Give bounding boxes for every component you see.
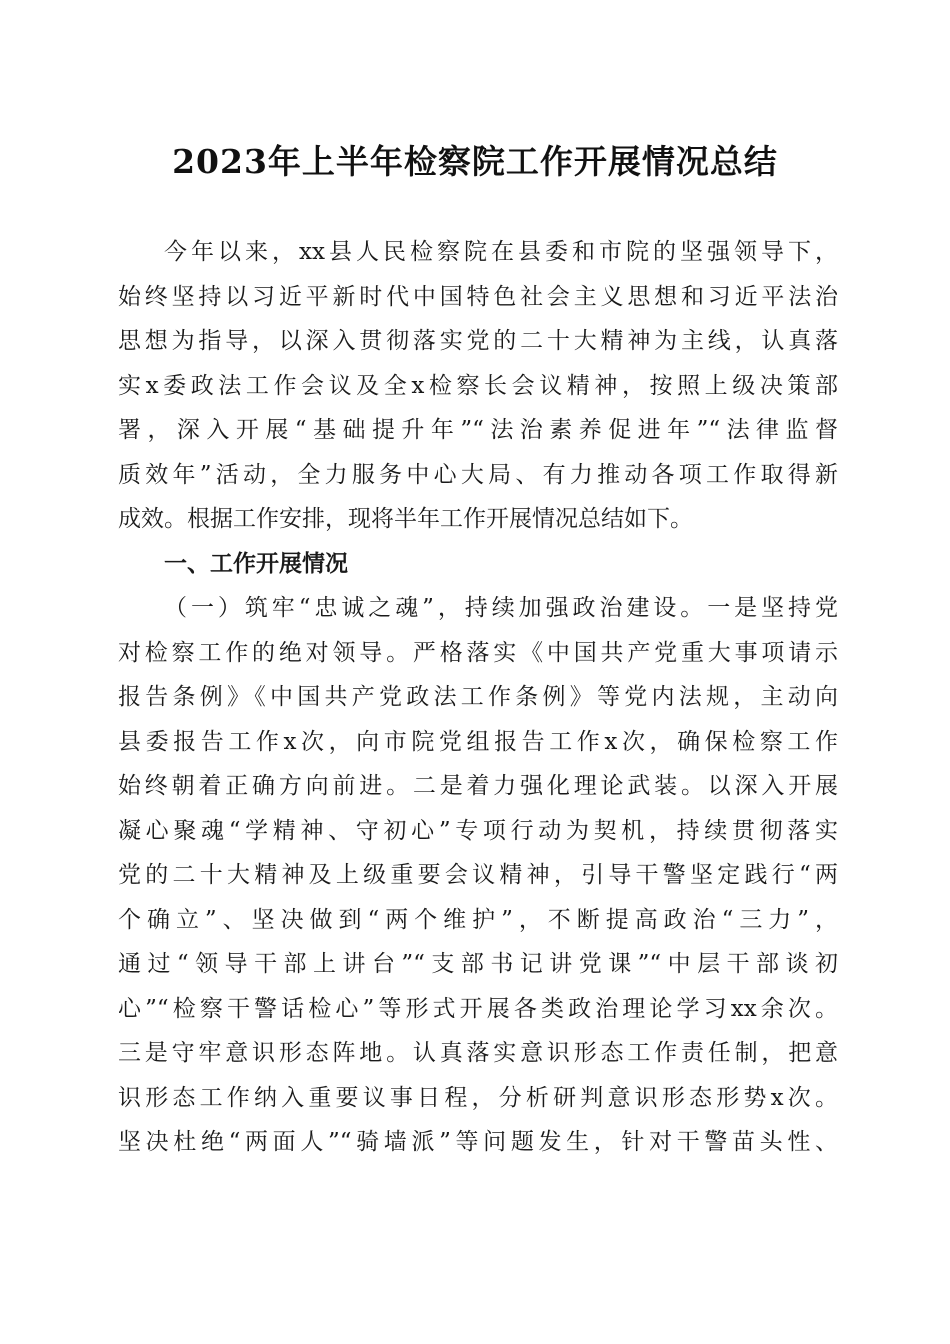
paragraph-line: 今年以来，xx县人民检察院在县委和市院的坚强领导下， xyxy=(164,239,838,265)
paragraph-line: 三是守牢意识形态阵地。认真落实意识形态工作责任制，把意 xyxy=(118,1040,838,1066)
paragraph-line: 识形态工作纳入重要议事日程，分析研判意识形态形势x次。 xyxy=(118,1084,838,1111)
paragraph-line: 成效。根据工作安排，现将半年工作开展情况总结如下。 xyxy=(118,506,693,532)
section-heading: 一、工作开展情况 xyxy=(164,550,348,577)
paragraph-line: 县委报告工作x次，向市院党组报告工作x次，确保检察工作 xyxy=(118,728,838,755)
paragraph-line: 个确立”、坚决做到“两个维护”，不断提高政治“三力”， xyxy=(118,906,838,933)
paragraph-line: 对检察工作的绝对领导。严格落实《中国共产党重大事项请示 xyxy=(118,639,838,666)
paragraph-line: 凝心聚魂“学精神、守初心”专项行动为契机，持续贯彻落实 xyxy=(118,817,838,844)
paragraph-line: 通过“领导干部上讲台”“支部书记讲党课”“中层干部谈初 xyxy=(118,951,838,977)
paragraph-line: 报告条例》《中国共产党政法工作条例》等党内法规，主动向 xyxy=(118,684,838,710)
paragraph-line: 署，深入开展“基础提升年”“法治素养促进年”“法律监督 xyxy=(118,417,838,443)
paragraph-line: 始终坚持以习近平新时代中国特色社会主义思想和习近平法治 xyxy=(118,283,838,310)
paragraph-line: （一）筑牢“忠诚之魂”，持续加强政治建设。一是坚持党 xyxy=(164,595,838,621)
paragraph-line: 质效年”活动，全力服务中心大局、有力推动各项工作取得新 xyxy=(118,461,838,488)
paragraph-line: 坚决杜绝“两面人”“骑墙派”等问题发生，针对干警苗头性、 xyxy=(118,1129,838,1155)
paragraph-line: 思想为指导，以深入贯彻落实党的二十大精神为主线，认真落 xyxy=(118,328,838,354)
paragraph-line: 心”“检察干警话检心”等形式开展各类政治理论学习xx余次。 xyxy=(118,995,838,1022)
paragraph-line: 实x委政法工作会议及全x检察长会议精神，按照上级决策部 xyxy=(118,372,838,399)
document-title: 2023年上半年检察院工作开展情况总结 xyxy=(172,142,778,181)
paragraph-line: 始终朝着正确方向前进。二是着力强化理论武装。以深入开展 xyxy=(118,773,838,799)
paragraph-line: 党的二十大精神及上级重要会议精神，引导干警坚定践行“两 xyxy=(118,862,838,888)
document-body xyxy=(118,230,838,1165)
